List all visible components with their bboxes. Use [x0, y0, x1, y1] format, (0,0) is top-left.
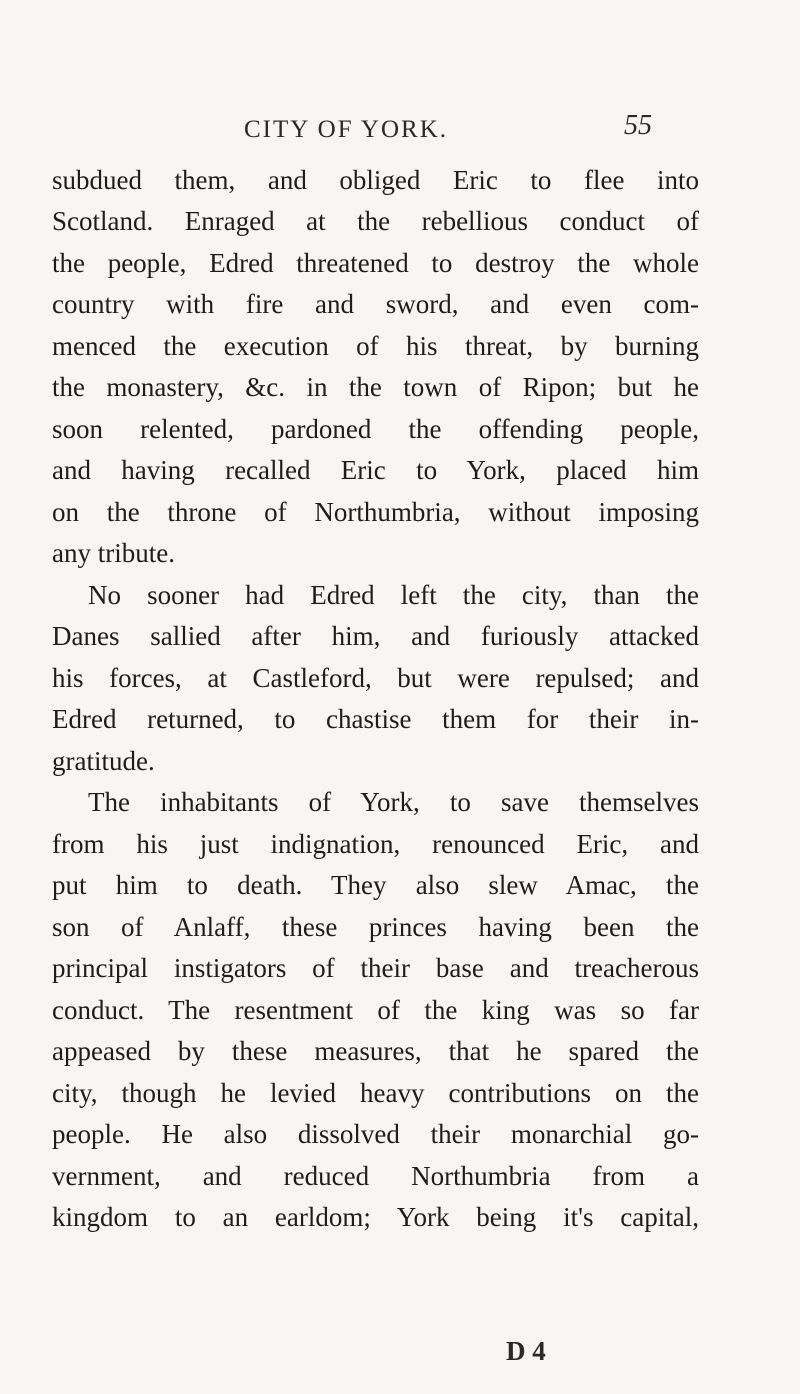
- text-line: city, though he levied heavy contributions on the: [52, 1078, 699, 1108]
- text-line: any tribute.: [52, 538, 175, 568]
- text-line: his forces, at Castleford, but were repulsed; and: [52, 663, 699, 693]
- text-line: the people, Edred threatened to destroy the whole: [52, 248, 699, 278]
- text-line: Scotland. Enraged at the rebellious conduct of: [52, 206, 699, 236]
- text-line: conduct. The resentment of the king was so far: [52, 995, 699, 1025]
- text-line: principal instigators of their base and treacherous: [52, 953, 699, 983]
- text-line: menced the execution of his threat, by burning: [52, 331, 699, 361]
- text-line: soon relented, pardoned the offending people,: [52, 414, 699, 444]
- text-line: son of Anlaff, these princes having been the: [52, 912, 699, 942]
- page-number: 55: [624, 110, 652, 141]
- running-title: CITY OF YORK.: [244, 116, 449, 143]
- text-line: subdued them, and obliged Eric to flee into: [52, 165, 699, 195]
- text-line: No sooner had Edred left the city, than the: [88, 580, 699, 610]
- text-line: on the throne of Northumbria, without imposing: [52, 497, 699, 527]
- text-line: gratitude.: [52, 746, 155, 776]
- text-line: appeased by these measures, that he spared the: [52, 1036, 699, 1066]
- text-line: country with fire and sword, and even com-: [52, 289, 699, 319]
- text-line: people. He also dissolved their monarchial go-: [52, 1119, 699, 1149]
- text-line: and having recalled Eric to York, placed him: [52, 455, 699, 485]
- text-line: vernment, and reduced Northumbria from a: [52, 1161, 699, 1191]
- signature-mark: D 4: [506, 1336, 546, 1366]
- text-line: the monastery, &c. in the town of Ripon; but he: [52, 372, 699, 402]
- text-line: The inhabitants of York, to save themselves: [88, 787, 699, 817]
- text-line: Edred returned, to chastise them for their in-: [52, 704, 699, 734]
- text-line: put him to death. They also slew Amac, the: [52, 870, 699, 900]
- text-line: Danes sallied after him, and furiously attacked: [52, 621, 699, 651]
- text-line: kingdom to an earldom; York being it's capital,: [52, 1202, 699, 1232]
- text-line: from his just indignation, renounced Eric, and: [52, 829, 699, 859]
